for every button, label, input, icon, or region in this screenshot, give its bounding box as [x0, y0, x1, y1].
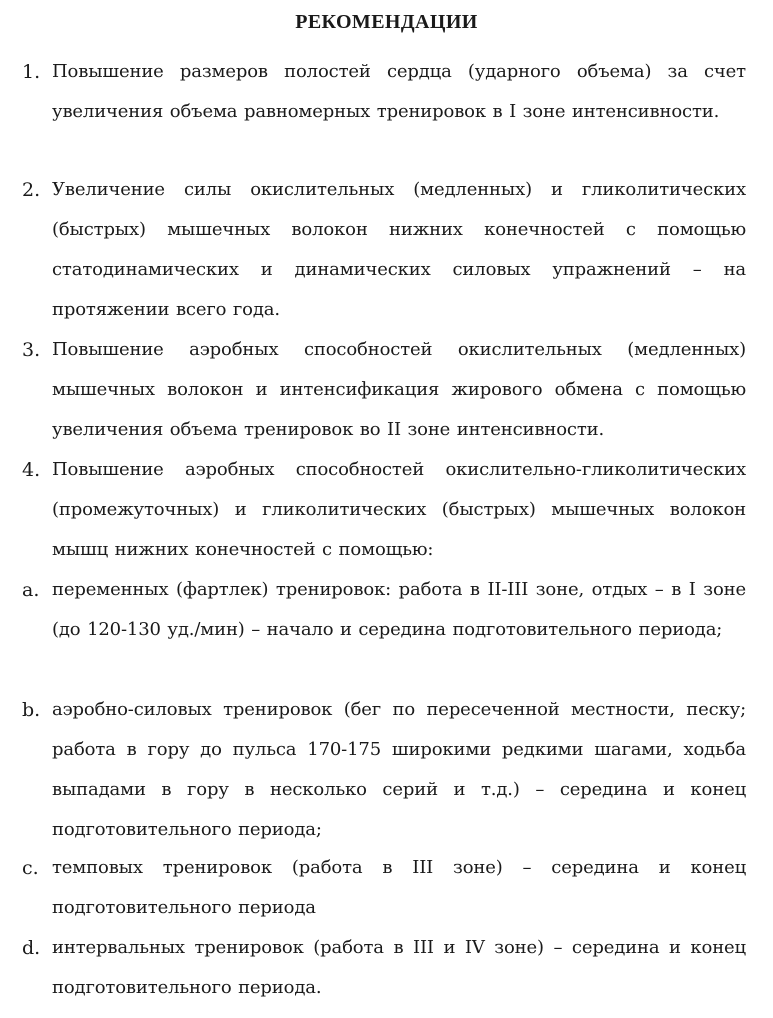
list-item-text: интервальных тренировок (работа в III и IV зоне) – середина и конец подготовительного периода. — [52, 937, 746, 998]
list-item-text: темповых тренировок (работа в III зоне) – середина и конец подготовительного периода — [52, 857, 746, 918]
recommendation-item-3 — [22, 330, 746, 450]
list-item-text: аэробно-силовых тренировок (бег по пересеченной местности, песку; работа в гору до пульса 170-175 широкими редкими шагами, ходьба выпадами в гору в несколько серий и т.д.) – середина и конец подготовительного периода; — [52, 699, 746, 840]
list-marker: d. — [22, 937, 41, 959]
recommendation-subitem-a — [22, 570, 746, 650]
list-item-text: переменных (фартлек) тренировок: работа в II-III зоне, отдых – в I зоне (до 120-130 уд./мин) – начало и середина подготовительного периода; — [52, 579, 746, 640]
list-marker: 3. — [22, 339, 41, 361]
list-marker: b. — [22, 699, 41, 721]
list-marker: c. — [22, 857, 39, 879]
list-marker: 4. — [22, 459, 41, 481]
list-item-text: Повышение аэробных способностей окислительно-гликолитических (промежуточных) и гликолитических (быстрых) мышечных волокон мышц нижних конечностей с помощью: — [52, 459, 746, 560]
list-marker: a. — [22, 579, 40, 601]
recommendation-item-1 — [22, 52, 746, 132]
list-item-text: Увеличение силы окислительных (медленных) и гликолитических (быстрых) мышечных волокон нижних конечностей с помощью статодинамических и динамических силовых упражнений – на протяжении всего года. — [52, 179, 746, 320]
recommendation-subitem-c — [22, 848, 746, 928]
list-item-text: Повышение аэробных способностей окислительных (медленных) мышечных волокон и интенсификация жирового обмена с помощью увеличения объема тренировок во II зоне интенсивности. — [52, 339, 746, 440]
list-marker: 1. — [22, 61, 41, 83]
recommendation-item-2 — [22, 170, 746, 330]
recommendation-subitem-b — [22, 690, 746, 850]
document-title: РЕКОМЕНДАЦИИ — [295, 11, 478, 33]
recommendation-item-4 — [22, 450, 746, 570]
list-marker: 2. — [22, 179, 41, 201]
recommendation-subitem-d — [22, 928, 746, 1008]
list-item-text: Повышение размеров полостей сердца (ударного объема) за счет увеличения объема равномерных тренировок в I зоне интенсивности. — [52, 61, 746, 122]
